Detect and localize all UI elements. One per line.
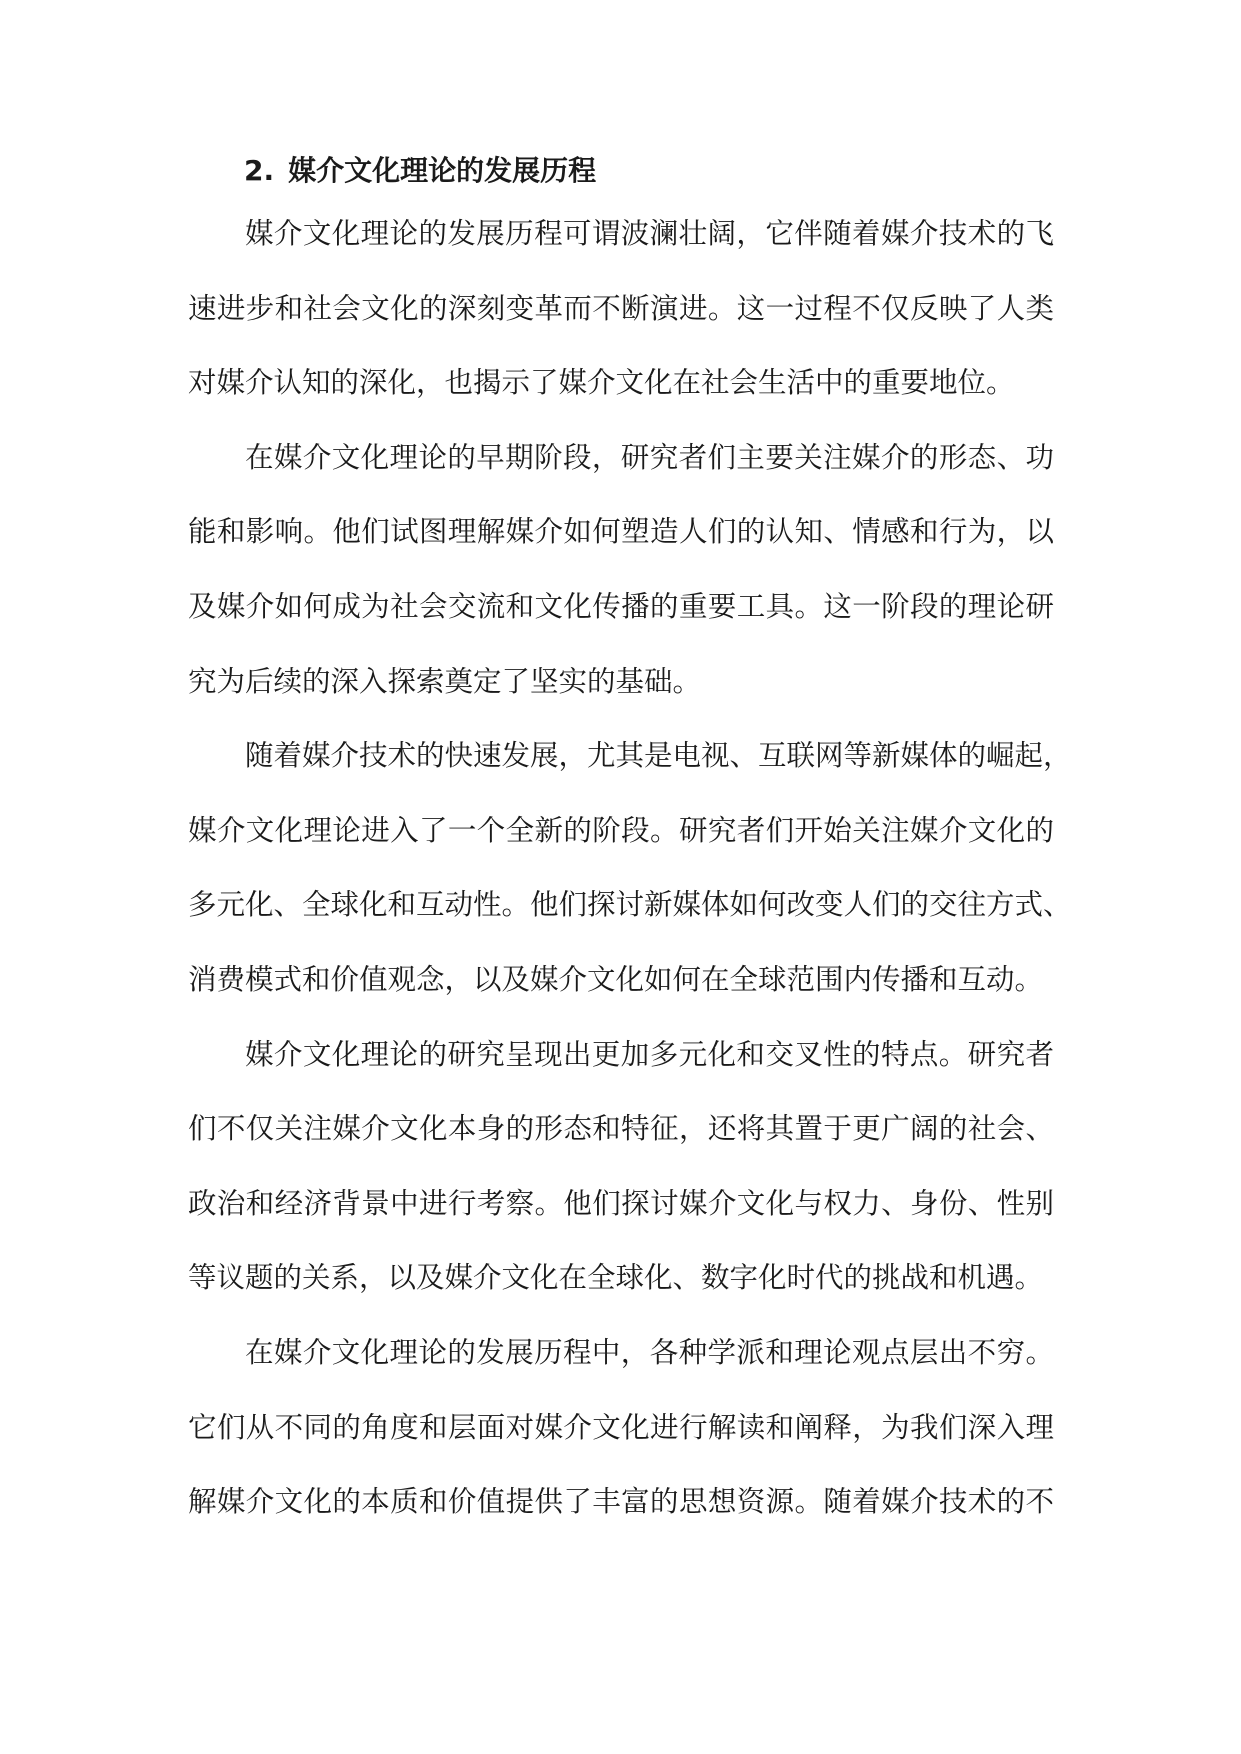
- section-number: 2.: [244, 154, 275, 187]
- paragraph-3: [188, 719, 1072, 1017]
- paragraph-line: 及媒介如何成为社会交流和文化传播的重要工具。这一阶段的理论研: [188, 589, 1054, 623]
- paragraph-line: 在媒介文化理论的发展历程中，各种学派和理论观点层出不穷。: [245, 1335, 1054, 1369]
- paragraph-line: 对媒介认知的深化，也揭示了媒介文化在社会生活中的重要地位。: [188, 366, 1015, 400]
- paragraph-line: 多元化、全球化和互动性。他们探讨新媒体如何改变人们的交往方式、: [188, 888, 1072, 922]
- paragraph-line: 媒介文化理论的研究呈现出更加多元化和交叉性的特点。研究者: [245, 1037, 1054, 1071]
- paragraph-line: 政治和经济背景中进行考察。他们探讨媒介文化与权力、身份、性别: [188, 1186, 1054, 1220]
- paragraph-line: 们不仅关注媒介文化本身的形态和特征，还将其置于更广阔的社会、: [188, 1112, 1054, 1146]
- paragraph-line: 等议题的关系，以及媒介文化在全球化、数字化时代的挑战和机遇。: [188, 1261, 1044, 1295]
- paragraph-line: 速进步和社会文化的深刻变革而不断演进。这一过程不仅反映了人类: [188, 291, 1054, 325]
- paragraph-line: 消费模式和价值观念，以及媒介文化如何在全球范围内传播和互动。: [188, 962, 1044, 996]
- section-title: 媒介文化理论的发展历程: [288, 154, 597, 187]
- section-heading: [188, 145, 1054, 197]
- paragraph-line: 究为后续的深入探索奠定了坚实的基础。: [188, 664, 702, 698]
- paragraph-line: 媒介文化理论进入了一个全新的阶段。研究者们开始关注媒介文化的: [188, 813, 1054, 847]
- paragraph-2: [188, 421, 1054, 719]
- paragraph-line: 解媒介文化的本质和价值提供了丰富的思想资源。随着媒介技术的不: [188, 1485, 1054, 1519]
- paragraph-line: 媒介文化理论的发展历程可谓波澜壮阔，它伴随着媒介技术的飞: [245, 217, 1054, 250]
- paragraph-line: 随着媒介技术的快速发展，尤其是电视、互联网等新媒体的崛起，: [245, 739, 1072, 773]
- paragraph-line: 它们从不同的角度和层面对媒介文化进行解读和阐释，为我们深入理: [188, 1410, 1054, 1444]
- document-body: [188, 145, 1072, 1540]
- paragraph-line: 在媒介文化理论的早期阶段，研究者们主要关注媒介的形态、功: [245, 440, 1054, 474]
- paragraph-1: [188, 197, 1054, 421]
- paragraph-line: 能和影响。他们试图理解媒介如何塑造人们的认知、情感和行为，以: [188, 515, 1054, 549]
- paragraph-4: [188, 1018, 1054, 1316]
- paragraph-5: [188, 1316, 1054, 1540]
